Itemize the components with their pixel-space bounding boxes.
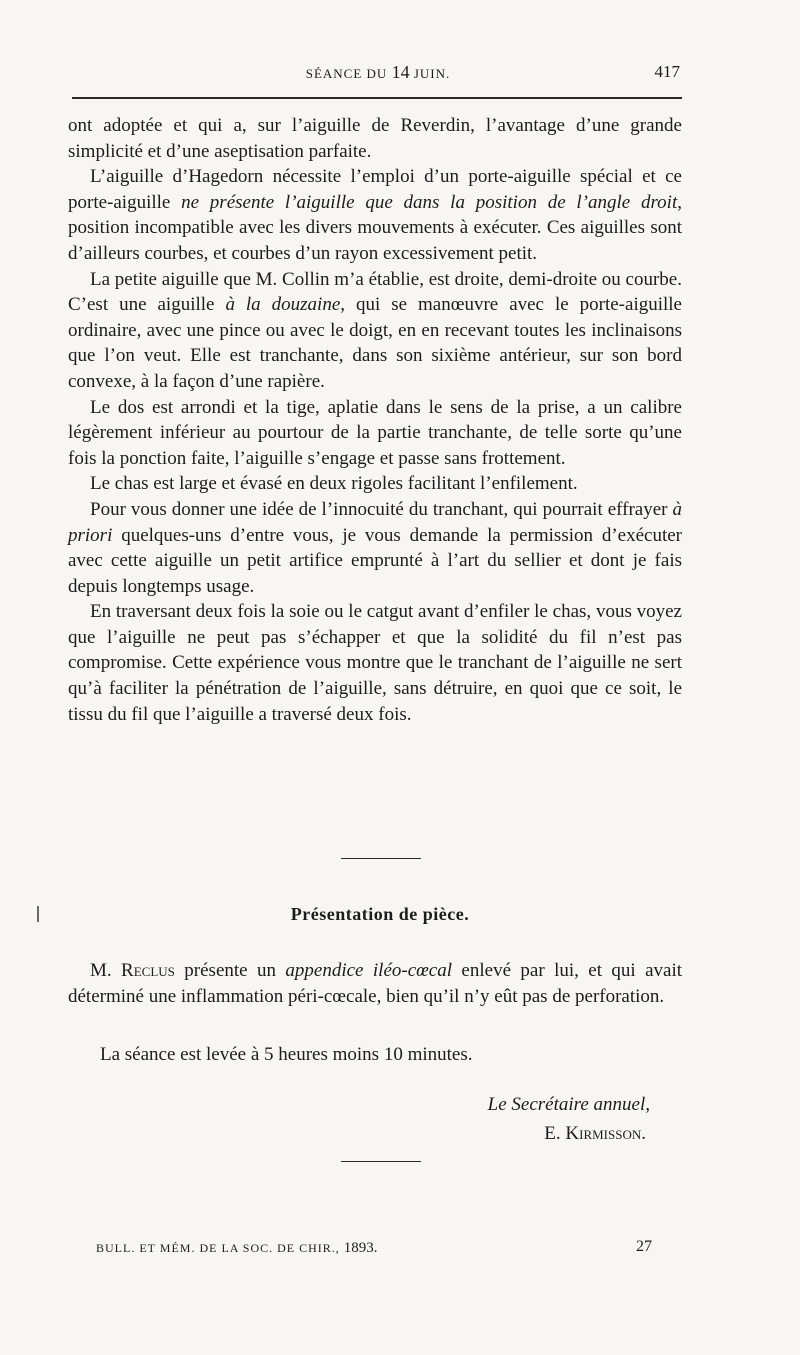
section-italic: appendice iléo-cœcal [285, 960, 453, 981]
paragraph-3-text-b: , qui se manœuvre avec le porte-aiguille ordinaire, avec une pince ou avec le doigt, en en recevant toutes les inclinaisons que l’on veut. Elle est tranchante, dans son sixième antérieur, sur son bord convexe, à la façon d’une rapière. [68, 294, 682, 392]
paragraph-2-italic: ne présente l’aiguille que dans la position de l’angle droit [181, 191, 678, 213]
paragraph-7: En traversant deux fois la soie ou le catgut avant d’enfiler le chas, vous voyez que l’aiguille ne peut pas s’échapper et que la solidité du fil n’est pas compromise. Cette expérience vous montre que le tranchant de l’aiguille ne sert qu’à faciliter la pénétration de l’aiguille, sans détruire, en quoi que ce soit, le tissu du fil que l’aiguille a traversé deux fois. [68, 601, 682, 725]
body-text [68, 113, 682, 727]
paragraph-5: Le chas est large et évasé en deux rigoles facilitant l’enfilement. [90, 473, 578, 495]
footer-citation-text: BULL. ET MÉM. DE LA SOC. DE CHIR., [96, 1241, 344, 1255]
closing-separator [341, 1161, 421, 1162]
section-title: Présentation de pièce. [290, 904, 470, 924]
section-paragraph [68, 958, 682, 1009]
section-text-b: enlevé par lui, et qui avait déterminé une inflammation péri-cœcale, bien qu’il n’y eût pas de perforation. [68, 960, 682, 1007]
running-title-day: 14 [391, 62, 410, 82]
section-body [68, 958, 682, 1009]
running-title [72, 62, 684, 83]
paragraph-6 [68, 497, 682, 599]
paragraph-6-italic: à priori [68, 498, 682, 546]
paragraph-6-text-b: quelques-uns d’entre vous, je vous demande la permission d’exécuter avec cette aiguille un petit artifice emprunté à l’art du sellier et dont je fais depuis longtemps usage. [68, 524, 682, 597]
section-author-name: Reclus [121, 960, 175, 981]
footer [96, 1238, 652, 1262]
section-text-a: présente un [174, 960, 286, 981]
closing-line: La séance est levée à 5 heures moins 10 minutes. [100, 1044, 473, 1065]
section-m: M. [90, 960, 122, 981]
footer-year: 1893. [343, 1240, 378, 1256]
signature-initial: E. [544, 1123, 566, 1144]
running-title-suffix: JUIN. [409, 66, 451, 81]
paragraph-4: Le dos est arrondi et la tige, aplatie dans le sens de la prise, a un calibre légèrement inférieur au pourtour de la partie tranchante, de telle sorte qu’une fois la ponction faite, l’aiguille s’engage et passe sans frottement. [68, 396, 682, 469]
signature-name [488, 1119, 650, 1148]
paragraph-1: ont adoptée et qui a, sur l’aiguille de Reverdin, l’avantage d’une grande simplicité et d’une aseptisation parfaite. [68, 115, 682, 162]
paragraph-2-text-a: L’aiguille d’Hagedorn nécessite l’emploi d’un porte-aiguille spécial et ce porte-aiguille [68, 166, 682, 213]
footer-citation [96, 1240, 378, 1257]
running-head [72, 62, 684, 86]
signature-surname: Kirmisson. [565, 1123, 646, 1144]
paragraph-3-italic: à la douzaine [225, 294, 341, 316]
footer-signature-number: 27 [636, 1238, 652, 1255]
paragraph-6-text-a: Pour vous donner une idée de l’innocuité du tranchant, qui pourrait effrayer [90, 498, 673, 520]
paragraph-3-text-a: La petite aiguille que M. Collin m’a établie, est droite, demi-droite ou courbe. C’est une aiguille [68, 268, 682, 316]
paragraph-2-text-b: , position incompatible avec les divers mouvements à exécuter. Ces aiguilles sont d’ailleurs courbes, et courbes d’un rayon excessivement petit. [68, 191, 682, 264]
paragraph-2 [68, 164, 682, 266]
section-separator [341, 858, 421, 859]
signature-block [488, 1090, 650, 1148]
header-rule [72, 97, 682, 99]
page-number: 417 [654, 62, 680, 81]
signature-role: Le Secrétaire annuel, [487, 1094, 650, 1115]
running-title-prefix: SÉANCE DU [305, 66, 392, 81]
paragraph-3 [68, 267, 682, 395]
